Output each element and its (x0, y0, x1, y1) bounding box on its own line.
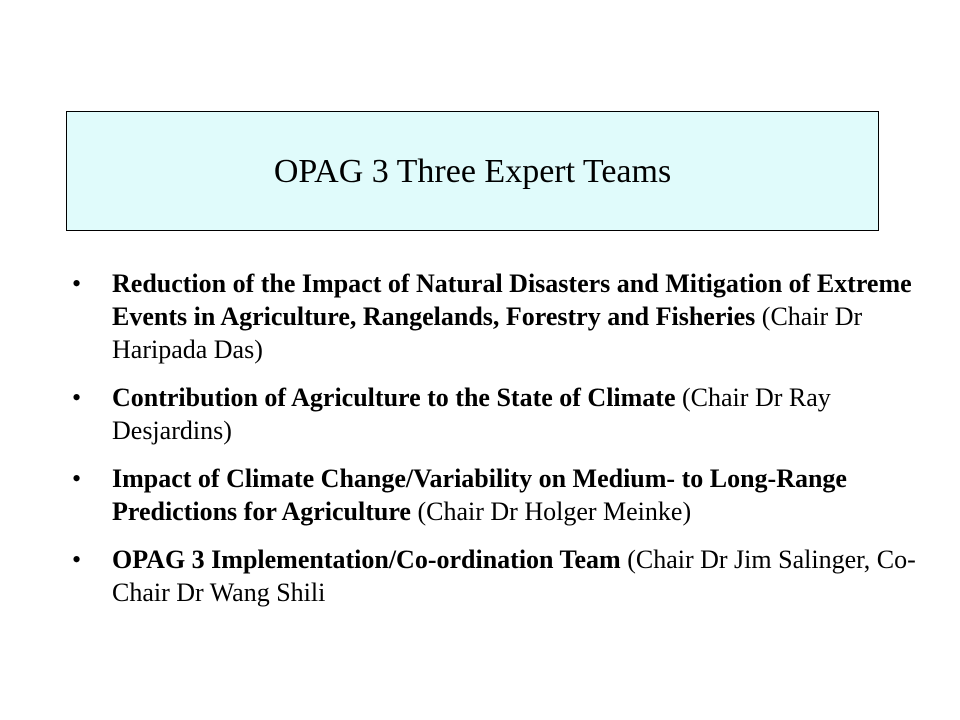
bullet-item-climate-change (72, 462, 922, 528)
bullet-dot-icon: • (72, 269, 82, 298)
slide-title: OPAG 3 Three Expert Teams (273, 153, 672, 190)
bullet-dot-icon: • (72, 464, 82, 493)
bullet-bold-text: Impact of Climate Change/Variability on Medium- to Long-Range Predictions for Agriculture (112, 464, 847, 526)
bullet-dot-icon: • (72, 545, 82, 574)
bullet-chair-text: (Chair Dr Haripada Das) (112, 302, 863, 364)
bullet-chair-text: (Chair Dr Holger Meinke) (410, 497, 692, 526)
bullet-item-disasters (72, 267, 922, 366)
bullet-bold-text: Contribution of Agriculture to the State of Climate (112, 383, 676, 412)
bullet-list (72, 267, 922, 624)
bullet-item-implementation-team (72, 543, 922, 609)
bullet-item-climate-contribution (72, 381, 922, 447)
title-box (66, 111, 879, 231)
bullet-bold-text: OPAG 3 Implementation/Co-ordination Team (112, 545, 621, 574)
bullet-dot-icon: • (72, 383, 82, 412)
bullet-bold-text: Reduction of the Impact of Natural Disasters and Mitigation of Extreme Events in Agriculture, Rangelands, Forestry and Fisheries (112, 269, 912, 331)
bullet-chair-text: (Chair Dr Jim Salinger, Co-Chair Dr Wang Shili (112, 545, 916, 607)
bullet-chair-text: (Chair Dr Ray Desjardins) (112, 383, 831, 445)
